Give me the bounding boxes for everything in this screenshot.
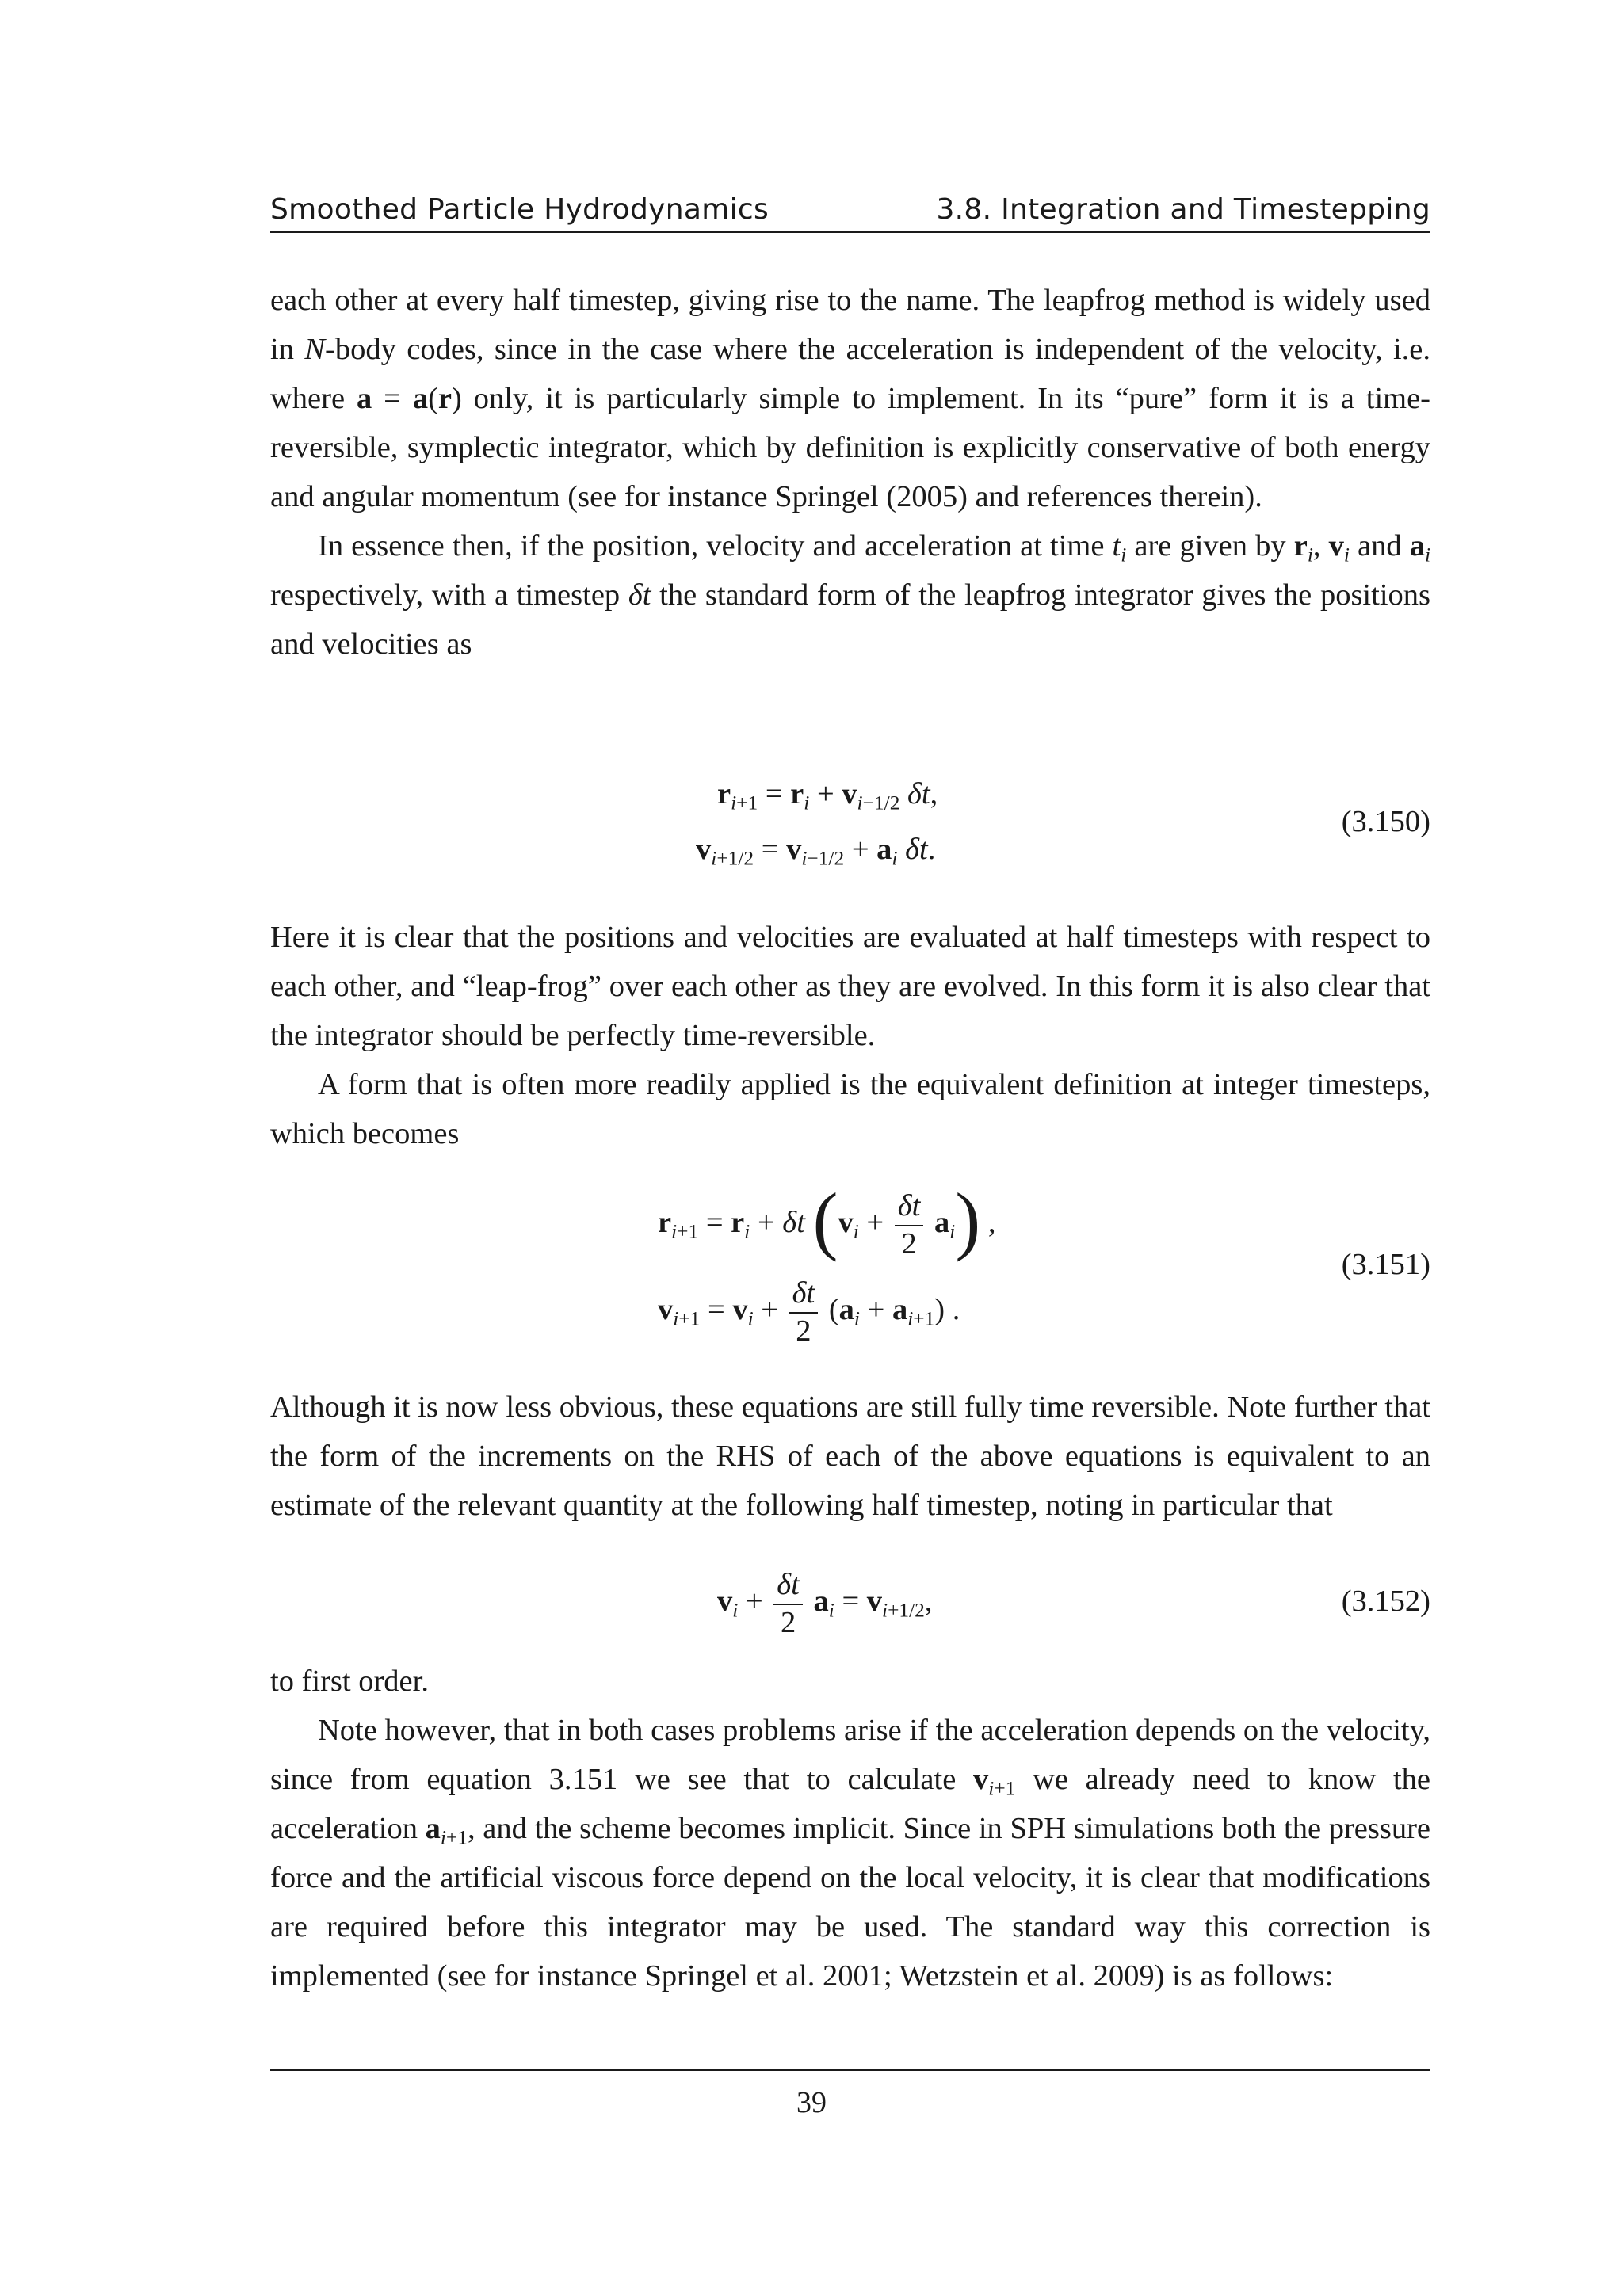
header-chapter-title: Smoothed Particle Hydrodynamics — [270, 193, 769, 226]
equation-3-151-line-1: $r_{i+1} = r_i + \delta t$ ($v_i$ + $\frac{\delta t}{2}$ $a_i$) , — [658, 1177, 996, 1262]
text-block-4 — [270, 1657, 1430, 2000]
equation-number-3-150: (3.150) — [1341, 805, 1430, 838]
paragraph-6: to first order. — [270, 1665, 429, 1698]
paragraph-5: Although it is now less obvious, these equations are still fully time reversible. Note further that the form of the increments on the RHS of each of the above equations is equivalent to an estimate of the relevant quantity at the following half timestep, noting in particular that — [270, 1390, 1430, 1522]
paragraph-1: each other at every half timestep, giving rise to the name. The leapfrog method is widely used in N-body codes, since in the case where the acceleration is independent of the velocity, i.e. where a = a(r) only, it is particularly simple to implement. In its “pure” form it is a time-reversible, symplectic integrator, which by definition is explicitly conservative of both energy and angular momentum (see for instance Springel (2005) and references therein). — [270, 284, 1430, 513]
text-block-2 — [270, 913, 1430, 1158]
text-block-3 — [270, 1383, 1430, 1530]
paragraph-2: In essence then, if the position, velocity and acceleration at time $t_i$ are given by $r_i$, $v_i$ and $a_i$ respectively, with a timestep δt the standard form of the leapfrog integrator gives the positions and velocities as — [270, 529, 1431, 661]
running-header — [270, 187, 1430, 231]
paragraph-7: Note however, that in both cases problems arise if the acceleration depends on the velocity, since from equation 3.151 we see that to calculate $v_{i+1}$ we already need to know the acceleration $a_{i+1}$, and the scheme becomes implicit. Since in SPH simulations both the pressure force and the artificial viscous force depend on the local velocity, it is clear that modifications are required before this integrator may be used. The standard way this correction is implemented (see for instance Springel et al. 2001; Wetzstein et al. 2009) is as follows: — [270, 1714, 1430, 1993]
equation-3-150-line-2: $v_{i+1/2} = v_{i-1/2} + a_i$ δt. — [696, 833, 936, 870]
equation-3-150-line-1: $r_{i+1} = r_i + v_{i-1/2}$ δt, — [717, 777, 938, 814]
paragraph-3: Here it is clear that the positions and velocities are evaluated at half timesteps with respect to each other, and “leap-frog” over each other as they are evolved. In this form it is also clear that the integrator should be perfectly time-reversible. — [270, 921, 1430, 1052]
header-rule — [270, 231, 1430, 233]
page-number: 39 — [796, 2086, 827, 2119]
text-block-1 — [270, 276, 1430, 669]
paragraph-4: A form that is often more readily applied is the equivalent definition at integer timesteps, which becomes — [270, 1068, 1430, 1150]
footer-rule — [270, 2069, 1430, 2071]
equation-number-3-152: (3.152) — [1341, 1585, 1430, 1618]
equation-number-3-151: (3.151) — [1341, 1248, 1430, 1281]
header-section-title: 3.8. Integration and Timestepping — [936, 193, 1430, 226]
equation-3-151-line-2: $v_{i+1} = v_i$ + $\frac{\delta t}{2}$ $(a_i + a_{i+1})$ . — [658, 1276, 960, 1348]
equation-3-152: $v_i$ + $\frac{\delta t}{2}$ $a_i = v_{i+1/2}$, — [717, 1568, 933, 1639]
